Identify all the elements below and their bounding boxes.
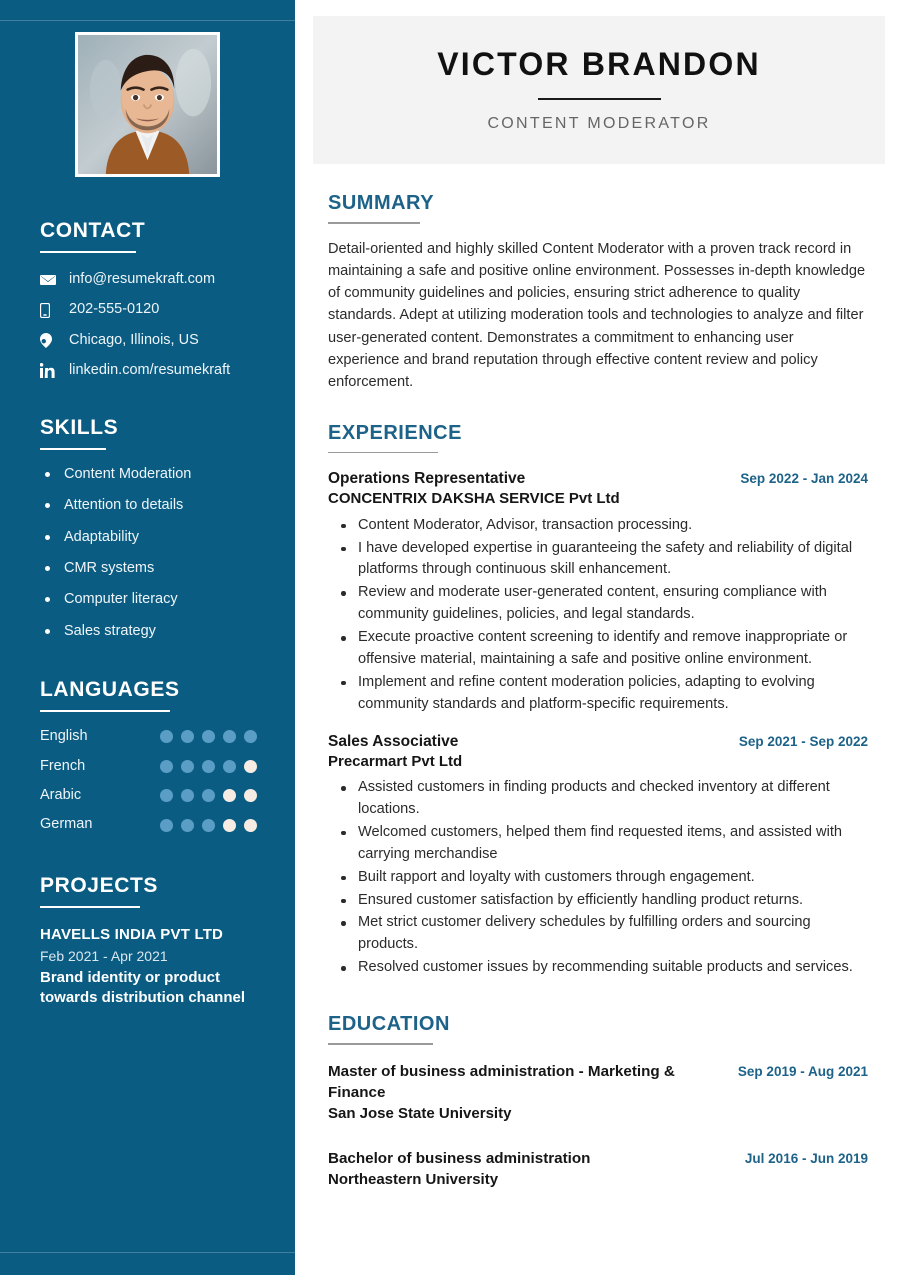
experience-role: Sales Associative	[328, 732, 459, 750]
rating-dot-filled	[181, 730, 194, 743]
experience-bullets	[328, 777, 868, 979]
education-dates: Jul 2016 - Jun 2019	[744, 1151, 868, 1167]
rating-dot-filled	[160, 819, 173, 832]
experience-role: Operations Representative	[328, 470, 526, 488]
education-heading-rule	[328, 1043, 433, 1045]
skill-item: Sales strategy	[43, 623, 255, 640]
language-row	[40, 728, 255, 745]
education-school: Northeastern University	[328, 1170, 499, 1188]
contact-item-location[interactable]	[40, 332, 255, 349]
project-title: HAVELLS INDIA PVT LTD	[40, 925, 224, 943]
language-rating	[160, 730, 257, 743]
education-degree: Bachelor of business administration	[328, 1150, 591, 1168]
summary-section	[328, 192, 868, 394]
language-rating	[160, 819, 257, 832]
experience-dates: Sep 2021 - Sep 2022	[738, 733, 868, 749]
contact-item-email[interactable]	[40, 271, 255, 288]
experience-bullets	[328, 515, 868, 716]
language-row	[40, 816, 255, 833]
rating-dot-filled	[202, 730, 215, 743]
rating-dot-filled	[160, 760, 173, 773]
experience-heading-rule	[328, 452, 438, 454]
project-dates: Feb 2021 - Apr 2021	[40, 947, 168, 964]
language-row	[40, 758, 255, 775]
phone-icon	[40, 303, 60, 318]
language-name: French	[40, 757, 86, 774]
rating-dot-filled	[202, 760, 215, 773]
experience-heading: EXPERIENCE	[328, 421, 462, 444]
location-pin-icon	[40, 333, 60, 348]
skill-item: Attention to details	[43, 497, 255, 514]
linkedin-icon	[40, 363, 60, 378]
contact-email-text: info@resumekraft.com	[69, 271, 216, 288]
bullet-item: Resolved customer issues by recommending suitable products and services.	[328, 957, 868, 979]
education-heading: EDUCATION	[328, 1013, 450, 1036]
contact-location-text: Chicago, Illinois, US	[69, 331, 199, 348]
experience-entry-head	[328, 469, 868, 489]
rating-dot-empty	[244, 789, 257, 802]
education-entry-head	[328, 1148, 868, 1170]
rating-dot-empty	[223, 819, 236, 832]
rating-dot-filled	[181, 760, 194, 773]
rating-dot-filled	[223, 730, 236, 743]
rating-dot-filled	[202, 789, 215, 802]
languages-heading-rule	[40, 710, 170, 712]
language-row	[40, 787, 255, 804]
bullet-item: Built rapport and loyalty with customers through engagement.	[328, 867, 868, 889]
project-entry	[40, 926, 255, 1008]
main-content	[295, 0, 901, 1275]
contact-phone-text: 202-555-0120	[69, 301, 160, 318]
education-school: San Jose State University	[328, 1104, 512, 1122]
experience-section	[328, 422, 868, 979]
education-section	[328, 1013, 868, 1190]
experience-entry	[328, 732, 868, 979]
education-entry	[328, 1148, 868, 1190]
skills-list	[40, 466, 255, 640]
contact-heading-rule	[40, 251, 136, 253]
rating-dot-filled	[181, 789, 194, 802]
education-entry-head	[328, 1061, 868, 1104]
language-name: English	[40, 728, 88, 745]
skill-item: Adaptability	[43, 529, 255, 546]
contact-heading: CONTACT	[40, 219, 146, 242]
projects-section	[0, 874, 295, 1008]
name-divider	[538, 98, 661, 100]
bullet-item: Ensured customer satisfaction by efficiently handling product returns.	[328, 890, 868, 912]
contact-item-phone[interactable]	[40, 301, 255, 318]
language-name: German	[40, 816, 93, 833]
skill-item: CMR systems	[43, 560, 255, 577]
sidebar	[0, 0, 295, 1275]
skills-section	[0, 416, 295, 640]
job-title: CONTENT MODERATOR	[487, 115, 711, 133]
rating-dot-empty	[223, 789, 236, 802]
rating-dot-empty	[244, 760, 257, 773]
experience-organization: CONCENTRIX DAKSHA SERVICE Pvt Ltd	[328, 490, 620, 508]
rating-dot-filled	[160, 730, 173, 743]
language-rating	[160, 760, 257, 773]
experience-organization: Precarmart Pvt Ltd	[328, 752, 463, 770]
project-description: Brand identity or product towards distribution channel	[40, 968, 246, 1006]
bullet-item: Implement and refine content moderation policies, adapting to evolving community standards and platform-specific requirements.	[328, 672, 868, 716]
bullet-item: I have developed expertise in guaranteeing the safety and reliability of digital platforms through continuous skill enhancement.	[328, 538, 868, 582]
languages-list	[40, 728, 255, 834]
profile-photo-frame	[75, 32, 220, 177]
bullet-item: Execute proactive content screening to identify and remove inappropriate or offensive material, maintaining a safe and positive online environment.	[328, 627, 868, 671]
projects-heading-rule	[40, 906, 140, 908]
languages-heading: LANGUAGES	[40, 678, 180, 702]
contact-item-linkedin[interactable]	[40, 362, 255, 379]
bullet-item: Content Moderator, Advisor, transaction processing.	[328, 515, 868, 537]
contact-section	[0, 219, 295, 380]
page-title: VICTOR BRANDON	[437, 46, 761, 83]
experience-entry-head	[328, 732, 868, 752]
rating-dot-filled	[244, 730, 257, 743]
profile-photo-wrap	[0, 0, 295, 177]
avatar	[78, 35, 217, 174]
summary-heading-rule	[328, 222, 420, 224]
skill-item: Computer literacy	[43, 591, 255, 608]
rating-dot-empty	[244, 819, 257, 832]
language-rating	[160, 789, 257, 802]
rating-dot-filled	[223, 760, 236, 773]
projects-heading: PROJECTS	[40, 873, 158, 897]
experience-dates: Sep 2022 - Jan 2024	[740, 471, 868, 487]
rating-dot-filled	[202, 819, 215, 832]
contact-linkedin-text: linkedin.com/resumekraft	[69, 362, 231, 379]
envelope-icon	[40, 274, 60, 286]
bullet-item: Welcomed customers, helped them find requested items, and assisted with carrying merchandise	[328, 822, 868, 866]
language-name: Arabic	[40, 786, 82, 803]
bullet-item: Assisted customers in finding products and checked inventory at different locations.	[328, 777, 868, 821]
bullet-item: Review and moderate user-generated content, ensuring compliance with community guidelines, policies, and legal standards.	[328, 582, 868, 626]
experience-entry	[328, 469, 868, 715]
skills-heading-rule	[40, 448, 106, 450]
name-card	[313, 16, 885, 164]
skills-heading: SKILLS	[40, 415, 119, 439]
education-dates: Sep 2019 - Aug 2021	[737, 1063, 868, 1079]
bullet-item: Met strict customer delivery schedules by fulfilling orders and sourcing products.	[328, 912, 868, 956]
education-degree: Master of business administration - Marketing & Finance	[328, 1062, 675, 1102]
summary-heading: SUMMARY	[328, 192, 435, 214]
languages-section	[0, 678, 295, 834]
summary-text: Detail-oriented and highly skilled Content Moderator with a proven track record in maintaining a safe and positive online environment. Possesses in-depth knowledge of community guidelines and policies, ensuring strict adherence to quality standards. Adept at utilizing moderation tools and technologies to analyze and filter user-generated content. Demonstrates a commitment to enhancing user experience and brand reputation through effective content review and policy enforcement.	[328, 240, 866, 391]
education-entry	[328, 1061, 868, 1124]
rating-dot-filled	[181, 819, 194, 832]
contact-list	[40, 271, 255, 380]
skill-item: Content Moderation	[43, 466, 255, 483]
rating-dot-filled	[160, 789, 173, 802]
